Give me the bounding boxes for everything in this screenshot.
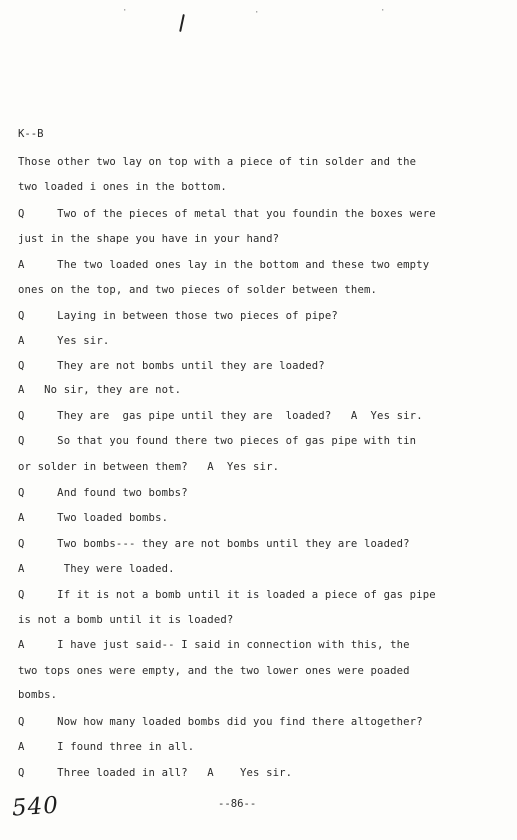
page-number: --86-- (218, 798, 257, 810)
handwritten-page-note: 540 (11, 792, 60, 822)
transcript-line: two tops ones were empty, and the two lower ones were poaded (18, 665, 410, 677)
transcript-line: A They were loaded. (18, 563, 175, 575)
transcript-line: or solder in between them? A Yes sir. (18, 461, 280, 473)
transcript-line: Q Now how many loaded bombs did you find there altogether? (18, 716, 423, 728)
transcript-line: bombs. (18, 689, 58, 701)
transcript-line: Q Two of the pieces of metal that you foundin the boxes were (18, 208, 436, 220)
transcript-line: Q They are gas pipe until they are loaded? A Yes sir. (18, 410, 423, 422)
transcript-line: A I have just said-- I said in connection with this, the (18, 639, 410, 651)
transcript-line: Q Two bombs--- they are not bombs until they are loaded? (18, 538, 410, 550)
transcript-line: two loaded i ones in the bottom. (18, 181, 227, 193)
transcript-line: Q Three loaded in all? A Yes sir. (18, 767, 293, 779)
transcript-line: Those other two lay on top with a piece of tin solder and the (18, 156, 417, 168)
transcript-line: A I found three in all. (18, 741, 195, 753)
transcript-line: Q And found two bombs? (18, 487, 188, 499)
transcript-line: Q They are not bombs until they are loaded? (18, 360, 325, 372)
transcript-line: Q Laying in between those two pieces of pipe? (18, 310, 338, 322)
scan-speck: · (254, 8, 260, 18)
section-tag: K--B (18, 128, 44, 140)
transcript-line: Q So that you found there two pieces of gas pipe with tin (18, 435, 417, 447)
transcript-line: Q If it is not a bomb until it is loaded a piece of gas pipe (18, 589, 436, 601)
transcript-line: A Yes sir. (18, 335, 110, 347)
transcript-line: just in the shape you have in your hand? (18, 233, 280, 245)
transcript-line: is not a bomb until it is loaded? (18, 614, 234, 626)
transcript-line: A Two loaded bombs. (18, 512, 169, 524)
transcript-line: ones on the top, and two pieces of solder between them. (18, 284, 378, 296)
transcript-line: A No sir, they are not. (18, 384, 182, 396)
scan-speck: · (380, 6, 386, 16)
scan-speck: · (122, 6, 128, 16)
transcript-line: A The two loaded ones lay in the bottom and these two empty (18, 259, 430, 271)
pen-mark (179, 14, 185, 32)
